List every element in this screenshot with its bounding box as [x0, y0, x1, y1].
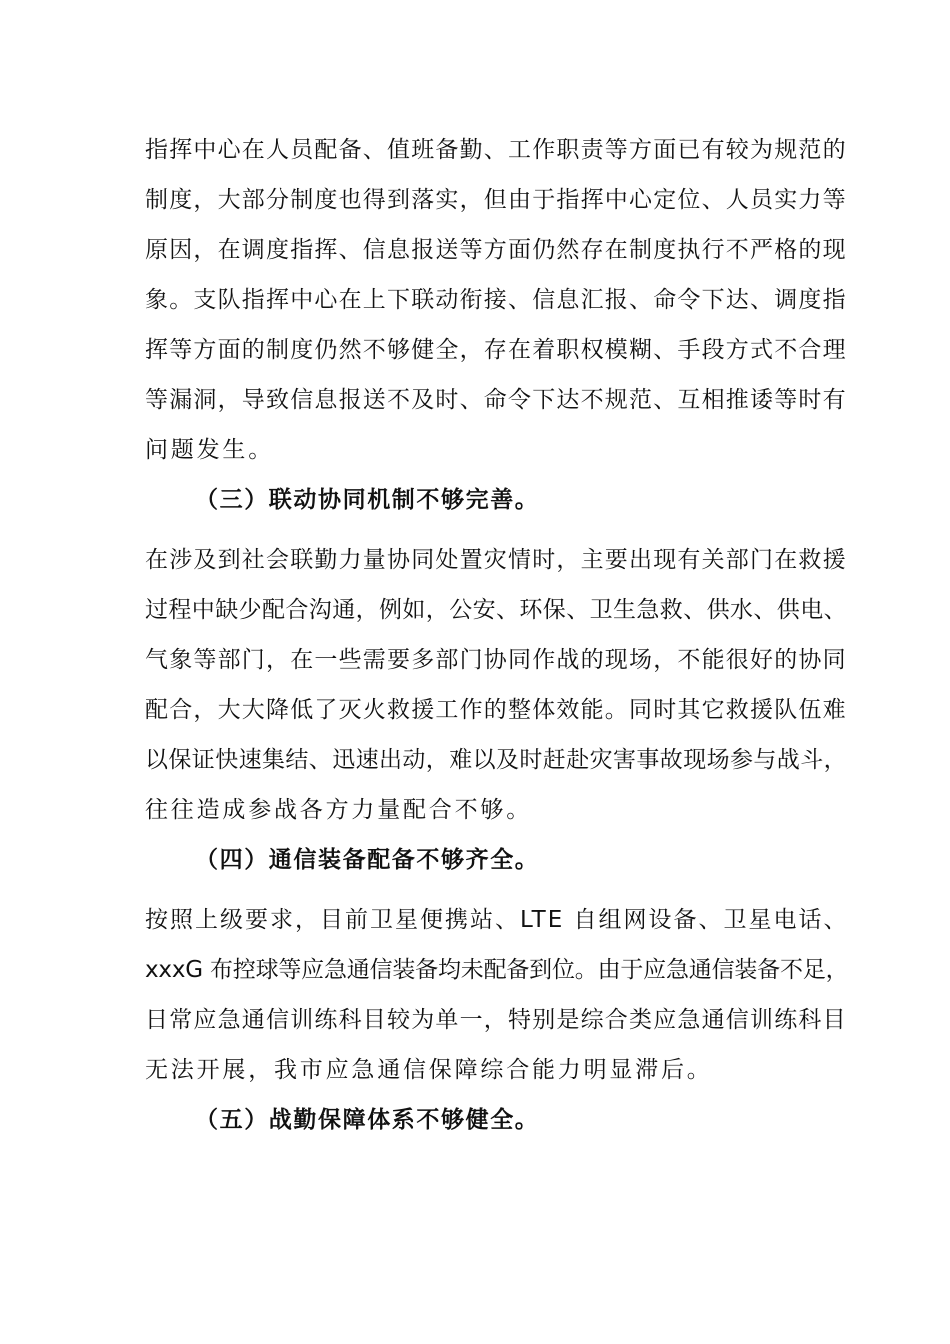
body-text-line: 问题发生。 [145, 437, 274, 463]
body-text-line: 原因，在调度指挥、信息报送等方面仍然存在制度执行不严格的现 [145, 237, 847, 263]
body-text-line: 无法开展，我市应急通信保障综合能力明显滞后。 [145, 1057, 713, 1083]
body-text-line: 挥等方面的制度仍然不够健全，存在着职权模糊、手段方式不合理 [145, 337, 847, 363]
body-text-line: 气象等部门，在一些需要多部门协同作战的现场，不能很好的协同 [145, 647, 847, 673]
body-text-line: 指挥中心在人员配备、值班备勤、工作职责等方面已有较为规范的 [145, 137, 847, 163]
body-text-line: 配合，大大降低了灭火救援工作的整体效能。同时其它救援队伍难 [145, 697, 847, 723]
body-text-line: 过程中缺少配合沟通，例如，公安、环保、卫生急救、供水、供电、 [145, 597, 847, 623]
section-heading-3: （三）联动协同机制不够完善。 [195, 487, 540, 513]
body-text-line: 日常应急通信训练科目较为单一，特别是综合类应急通信训练科目 [145, 1007, 847, 1033]
section-heading-4: （四）通信装备配备不够齐全。 [195, 847, 540, 873]
body-text-line: 在涉及到社会联勤力量协同处置灾情时，主要出现有关部门在救援 [145, 547, 847, 573]
body-text-line: 象。支队指挥中心在上下联动衔接、信息汇报、命令下达、调度指 [145, 287, 847, 313]
body-text-line: xxxG 布控球等应急通信装备均未配备到位。由于应急通信装备不足， [145, 957, 849, 983]
body-text-line: 制度，大部分制度也得到落实，但由于指挥中心定位、人员实力等 [145, 187, 847, 213]
section-heading-5: （五）战勤保障体系不够健全。 [195, 1107, 540, 1133]
body-text-line: 以保证快速集结、迅速出动，难以及时赶赴灾害事故现场参与战斗， [145, 747, 847, 773]
body-text-line: 往往造成参战各方力量配合不够。 [145, 797, 532, 823]
body-text-line: 等漏洞，导致信息报送不及时、命令下达不规范、互相推诿等时有 [145, 387, 847, 413]
body-text-line: 按照上级要求，目前卫星便携站、LTE 自组网设备、卫星电话、 [145, 907, 849, 933]
